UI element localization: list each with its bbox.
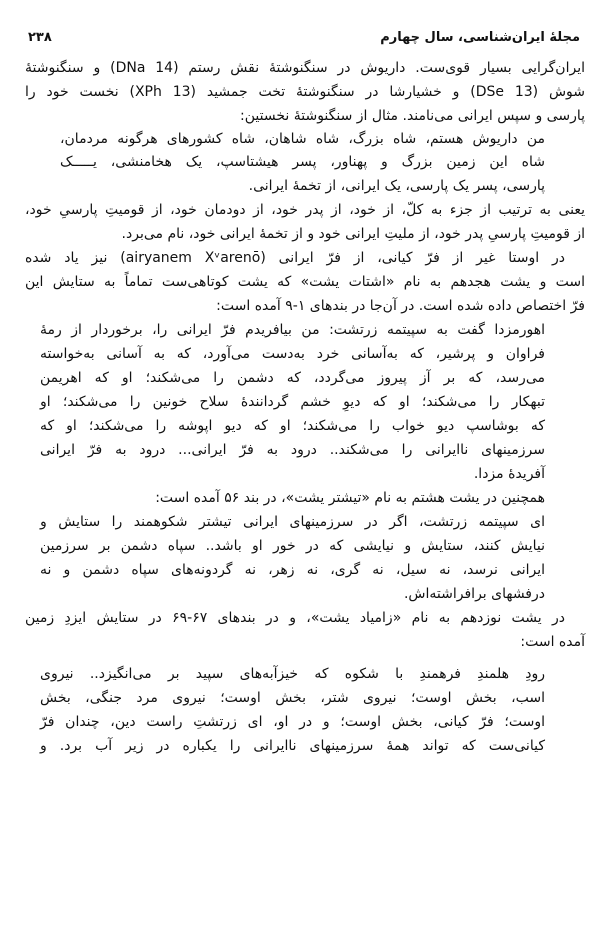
text-line: ایران‌گرایی بسیار قوی‌ست. داریوش در سنگنوشتهٔ نقش رستم (DNa 14) و سنگنوشتهٔ	[25, 60, 585, 76]
text-line: آفریدهٔ مزدا.	[473, 466, 545, 482]
text-line: شاه این زمین بزرگ و پهناور، پسر هیشتاسپ، یک هخامنشی، یـــــک	[60, 154, 545, 170]
text-line: درفشهای برافراشته‌اش.	[403, 586, 545, 602]
running-title: مجلهٔ ایران‌شناسی، سال چهارم	[380, 30, 580, 45]
text-line: ای سپیتمه زرتشت، اگر در سرزمینهای ایرانی تیشتر شکوهمند را ستایش و	[40, 514, 545, 530]
text-line: است و یشت هجدهم به نام «اشتات یشت» که یشت کوتاهی‌ست تماماً به ستایش این	[25, 274, 585, 290]
text-line: اسب، بخش اوست؛ نیروی شتر، بخش اوست؛ نیروی مرد جنگی، بخش	[40, 690, 545, 706]
text-line: همچنین در یشت هشتم به نام «تیشتر یشت»، در بند ۵۶ آمده است:	[155, 490, 545, 506]
text-line: می‌رسد، که بر آز پیروز می‌گردد، که دشمن را می‌شکند؛ او که اهریمن	[40, 370, 545, 386]
text-line: اوست؛ فرّ کیانی، بخش اوست؛ و در او، ای زرتشتِ راست دین، چندان فرّ	[40, 714, 545, 730]
text-line: ایرانی نرسد، نه سیل، نه گری، نه زهر، نه گردونه‌های سپاه دشمن و نه	[40, 562, 545, 578]
text-line: فرّ اختصاص داده شده است. در آن‌جا در بندهای ۱-۹ آمده است:	[216, 298, 585, 314]
text-line: در یشت نوزدهم به نام «زامیاد یشت»، و در بندهای ۶۷-۶۹ در ستایش ایزدِ زمین	[25, 610, 565, 626]
text-line: یعنی به ترتیب از جزء به کلّ، از خود، از پدر خود، از دودمان خود، از قومیتِ پارسیِ خود،	[25, 202, 585, 218]
text-line: پارسی، پسر یک پارسی، یک ایرانی، از تخمهٔ ایرانی.	[248, 178, 545, 194]
text-line: شوش (DSe 13) و خشیارشا در سنگنوشتهٔ تخت جمشید (XPh 13) نخست خود را	[25, 84, 586, 100]
text-line: فراوان و پرشیر، که به‌آسانی خرد به‌دست می‌آورد، که به آسانی به‌خواسته	[40, 346, 545, 362]
text-line: که بوشاسپ دیو خواب را می‌شکند؛ او که دیو اپوشه را می‌شکند؛ او که	[40, 418, 545, 434]
text-line: کیانی‌ست که تواند همهٔ سرزمینهای ناایرانی را یکباره در زیر آب برد. و	[40, 738, 545, 754]
page-number: ۲۳۸	[28, 30, 52, 45]
text-line: در اوستا غیر از فرّ کیانی، از فرّ ایرانی (airyanem Xᵛarenō) نیز یاد شده	[25, 250, 566, 266]
text-line: پارسی و سپس ایرانی می‌نامند. مثال از سنگنوشتهٔ نخستین:	[240, 108, 585, 124]
text-line: آمده است:	[520, 634, 585, 650]
text-line: سرزمینهای ناایرانی را می‌شکند.. درود به فرّ ایرانی... درود به فرّ ایرانی	[40, 442, 545, 458]
text-line: اهورمزدا گفت به سپیتمه زرتشت: من بیافریدم فرّ ایرانی را، برخوردار از رمهٔ	[40, 322, 545, 338]
text-line: تبهکار را می‌شکند؛ او که دیوِ خشم گردانندهٔ سلاح خونین را می‌شکند؛ او	[40, 394, 545, 410]
text-line: رودِ هلمندِ فرهمندِ با شکوه که خیزآبه‌های سپید بر می‌انگیزد.. نیروی	[40, 666, 545, 682]
text-line: من داریوش هستم، شاه بزرگ، شاه شاهان، شاه کشورهای هرگونه مردمان،	[60, 131, 545, 147]
text-line: از قومیتِ پارسیِ پدر خود، از ملیتِ ایرانی خود و از تخمهٔ ایرانی خود، نام می‌برد.	[121, 226, 585, 242]
text-line: نیایش کنند، ستایش و نیایشی که در خور او باشد.. سپاه دشمن بر سرزمین	[40, 538, 545, 554]
